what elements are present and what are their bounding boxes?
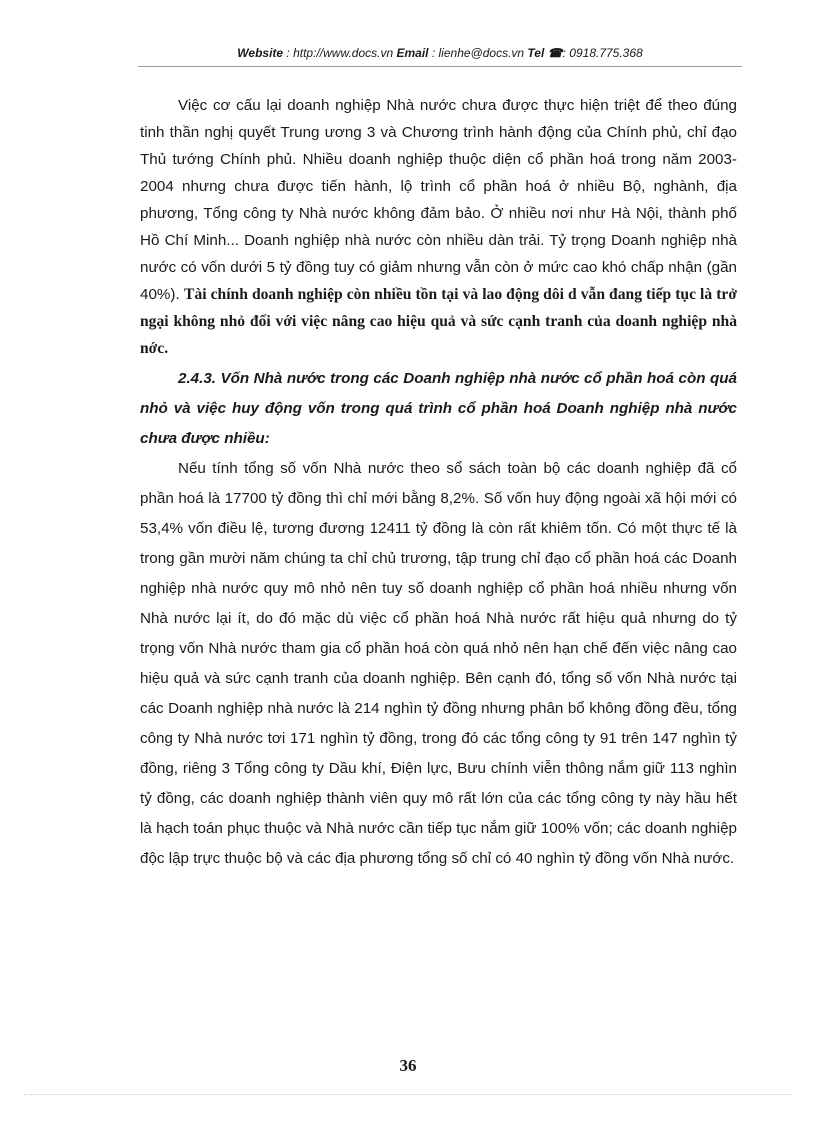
phone-icon: ☎ xyxy=(547,46,563,60)
footer-divider xyxy=(24,1094,792,1095)
tel-label: Tel xyxy=(527,46,545,60)
paragraph-1-text: Việc cơ cấu lại doanh nghiệp Nhà nước chưa được thực hiện triệt để theo đúng tinh thần nghị quyết Trung ương 3 và Chương trình hành động của Chính phủ, chỉ đạo Thủ tướng Chính phủ. Nhiều doanh nghiệp thuộc diện cổ phần hoá trong năm 2003-2004 nhưng chưa được tiến hành, lộ trình cổ phần hoá ở nhiều Bộ, nghành, địa phương, Tổng công ty Nhà nước không đảm bảo. Ở nhiều nơi như Hà Nội, thành phố Hồ Chí Minh... Doanh nghiệp nhà nước còn nhiều dàn trải. Tỷ trọng Doanh nghiệp nhà nước có vốn dưới 5 tỷ đồng tuy có giảm nhưng vẫn còn ở mức cao khó chấp nhận (gần 40%). xyxy=(140,97,737,303)
tel-value: : 0918.775.368 xyxy=(562,46,643,60)
website-label: Website xyxy=(237,46,284,60)
paragraph-1-bold-text: Tài chính doanh nghiệp còn nhiều tồn tại và lao động dôi d vẫn đang tiếp tục là trở ngại không nhỏ đối với việc nâng cao hiệu quả và sức cạnh tranh của doanh nghiệp nhà nớc. xyxy=(140,286,737,357)
page-header xyxy=(138,46,742,67)
page-body xyxy=(140,92,737,874)
section-heading: 2.4.3. Vốn Nhà nước trong các Doanh nghiệp nhà nước cổ phần hoá còn quá nhỏ và việc huy động vốn trong quá trình cổ phần hoá Doanh nghiệp nhà nước chưa được nhiều: xyxy=(140,370,737,447)
website-value: : http://www.docs.vn xyxy=(286,46,394,60)
paragraph-1 xyxy=(140,92,737,362)
page-number: 36 xyxy=(399,1056,417,1075)
email-label: Email xyxy=(396,46,429,60)
paragraph-2: Nếu tính tổng số vốn Nhà nước theo sổ sách toàn bộ các doanh nghiệp đã cổ phần hoá là 17700 tỷ đồng thì chỉ mới bằng 8,2%. Số vốn huy động ngoài xã hội mới có 53,4% vốn điều lệ, tương đương 12411 tỷ đồng là còn rất khiêm tốn. Có một thực tế là trong gần mười năm chúng ta chỉ chủ trương, tập trung chỉ đạo cổ phần hoá các Doanh nghiệp nhà nước quy mô nhỏ nên tuy số doanh nghiệp cổ phần hoá nhiều nhưng vốn Nhà nước lại ít, do đó mặc dù việc cổ phần hoá Nhà nước rất hiệu quả nhưng do tỷ trọng vốn Nhà nước tham gia cổ phần hoá còn quá nhỏ nên hạn chế đến việc nâng cao hiệu quả và sức cạnh tranh của doanh nghiệp. Bên cạnh đó, tổng số vốn Nhà nước tại các Doanh nghiệp nhà nước là 214 nghìn tỷ đồng nhưng phân bổ không đồng đều, tổng công ty Nhà nước tơi 171 nghìn tỷ đồng, trong đó các tổng công ty 91 trên 147 nghìn tỷ đồng, riêng 3 Tổng công ty Dầu khí, Điện lực, Bưu chính viễn thông nắm giữ 113 nghìn tỷ đồng, các doanh nghiệp thành viên quy mô rất lớn của các tổng công ty này hầu hết là hạch toán phục thuộc và Nhà nước cần tiếp tục nắm giữ 100% vốn; các doanh nghiệp độc lập trực thuộc bộ và các địa phương tổng số chỉ có 40 nghìn tỷ đồng vốn Nhà nước. xyxy=(140,460,737,867)
email-value: : lienhe@docs.vn xyxy=(431,46,525,60)
